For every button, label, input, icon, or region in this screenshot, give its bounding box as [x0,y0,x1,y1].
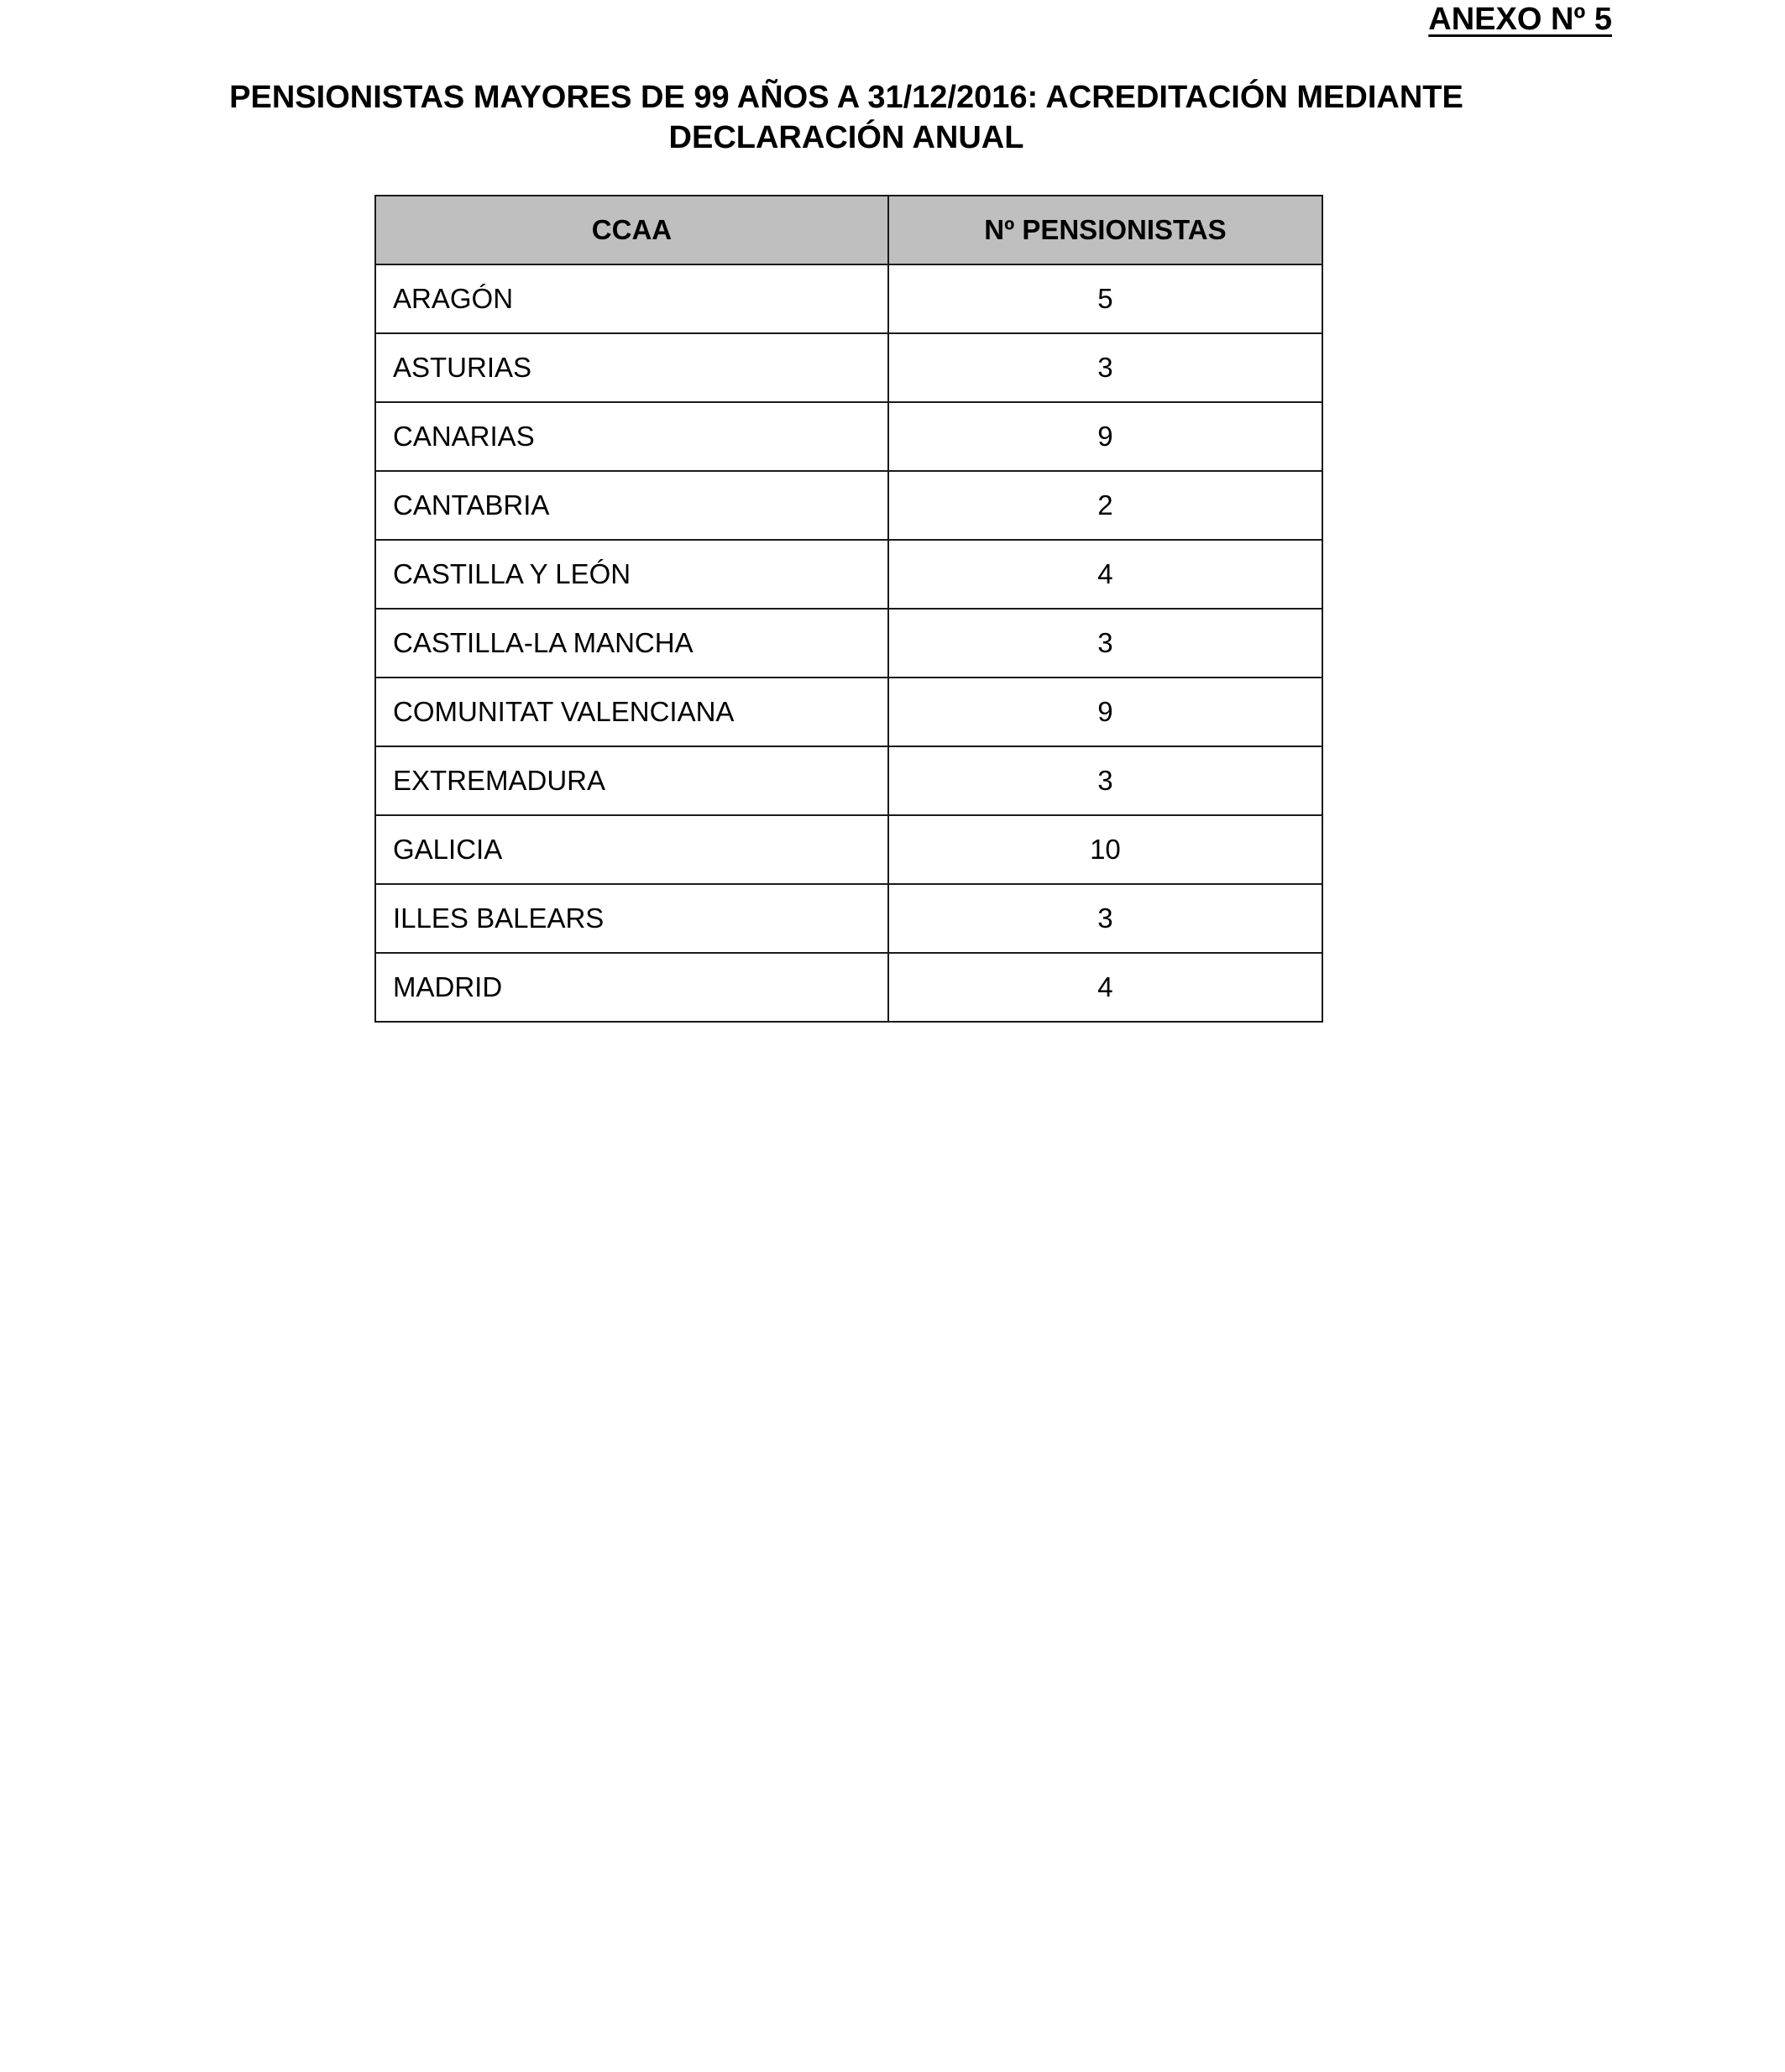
ccaa-cell: CANTABRIA [375,471,888,540]
ccaa-cell: COMUNITAT VALENCIANA [375,678,888,746]
count-cell: 9 [888,678,1322,746]
ccaa-cell: GALICIA [375,815,888,884]
table-row [375,264,1322,333]
header-ccaa: CCAA [375,196,888,264]
header-pensioners-count: Nº PENSIONISTAS [888,196,1322,264]
ccaa-cell: CASTILLA-LA MANCHA [375,609,888,678]
page-title-line-1: PENSIONISTAS MAYORES DE 99 AÑOS A 31/12/2016: ACREDITACIÓN MEDIANTE [229,80,1463,115]
table-row [375,471,1322,540]
ccaa-cell: EXTREMADURA [375,746,888,815]
count-cell: 5 [888,264,1322,333]
count-cell: 3 [888,746,1322,815]
page-title-line-2: DECLARACIÓN ANUAL [668,120,1024,155]
count-cell: 3 [888,609,1322,678]
count-cell: 10 [888,815,1322,884]
table-header-row [375,196,1322,264]
table-row [375,884,1322,953]
table-row [375,815,1322,884]
ccaa-cell: ARAGÓN [375,264,888,333]
table-row [375,540,1322,609]
ccaa-cell: CASTILLA Y LEÓN [375,540,888,609]
count-cell: 3 [888,884,1322,953]
count-cell: 4 [888,953,1322,1022]
table-row [375,609,1322,678]
annex-label: ANEXO Nº 5 [1428,2,1612,37]
count-cell: 4 [888,540,1322,609]
count-cell: 9 [888,402,1322,471]
table-row [375,678,1322,746]
table-row [375,953,1322,1022]
page-title [151,77,1542,158]
table-row [375,402,1322,471]
count-cell: 3 [888,333,1322,402]
pensioners-table [374,195,1323,1023]
table-row [375,746,1322,815]
ccaa-cell: CANARIAS [375,402,888,471]
ccaa-cell: ILLES BALEARS [375,884,888,953]
ccaa-cell: ASTURIAS [375,333,888,402]
count-cell: 2 [888,471,1322,540]
ccaa-cell: MADRID [375,953,888,1022]
table-row [375,333,1322,402]
